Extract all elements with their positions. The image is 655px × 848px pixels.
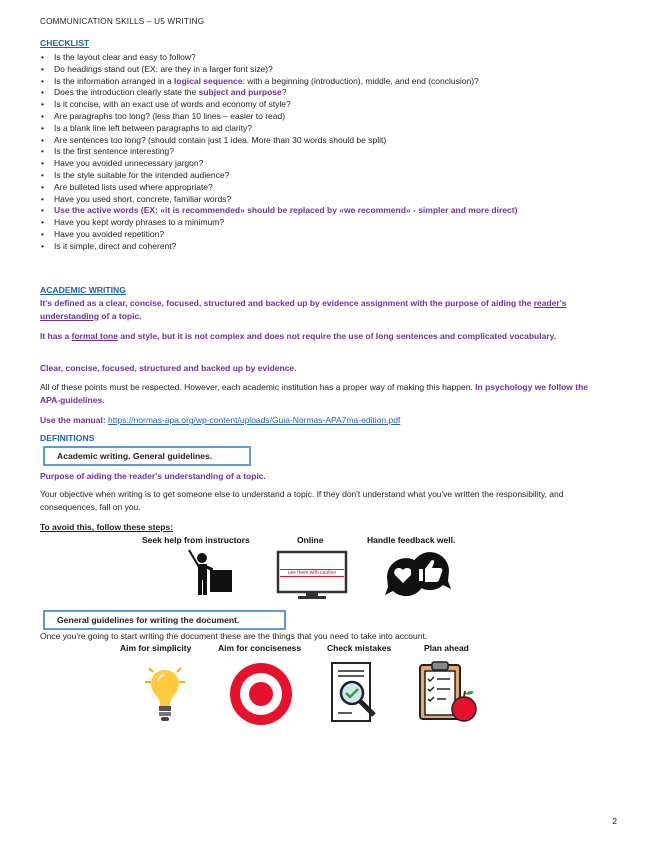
checklist-item: • Are bulleted lists used where appropriate? bbox=[40, 182, 600, 194]
once-text: Once you're going to start writing the document these are the things that you need to take into account. bbox=[40, 631, 428, 641]
academic-apa: All of these points must be respected. However, each academic institution has a proper way of making this happen. In psychology we follow the APA-guidelines. bbox=[40, 382, 589, 405]
tip-conciseness-label: Aim for conciseness bbox=[218, 643, 302, 653]
plan-ahead-icon bbox=[418, 661, 480, 725]
checklist-item: • Use the active words (EX: «it is recommended» should be replaced by «we recommend» - simpler and more direct) bbox=[40, 205, 600, 217]
checklist-item: • Is the style suitable for the intended audience? bbox=[40, 170, 600, 182]
target-icon bbox=[229, 662, 293, 726]
checklist-item: • Have you used short, concrete, familiar words? bbox=[40, 194, 600, 206]
document-header: COMMUNICATION SKILLS – U5 WRITING bbox=[40, 17, 205, 26]
objective-text: Your objective when writing is to get someone else to understand a topic. If they don't understand what you've written the responsibility, and consequences, fall on you. bbox=[40, 489, 564, 512]
monitor-screen-text: use them with caution bbox=[280, 569, 344, 577]
checklist-item: • Is the information arranged in a logical sequence: with a beginning (introduction), middle, and end (conclusion)? bbox=[40, 76, 600, 88]
academic-definition: It's defined as a clear, concise, focused, structured and backed up by evidence assignment with the purpose of aiding the reader's understanding of a topic. bbox=[40, 298, 567, 321]
academic-writing-title: ACADEMIC WRITING bbox=[40, 285, 126, 295]
checklist-item: • Is it concise, with an exact use of words and economy of style? bbox=[40, 99, 600, 111]
avoid-steps-heading: To avoid this, follow these steps: bbox=[40, 522, 174, 532]
checklist-item: • Is it simple, direct and coherent? bbox=[40, 241, 600, 253]
lightbulb-icon bbox=[143, 664, 187, 724]
step-instructors-label: Seek help from instructors bbox=[142, 535, 250, 545]
checklist-item: • Is a blank line left between paragraphs to aid clarity? bbox=[40, 123, 600, 135]
checklist-item: • Does the introduction clearly state the subject and purpose? bbox=[40, 87, 600, 99]
checklist-item: • Are paragraphs too long? (less than 10 lines – easier to read) bbox=[40, 111, 600, 123]
checklist-item: • Have you kept wordy phrases to a minimum? bbox=[40, 217, 600, 229]
document-guidelines-box: General guidelines for writing the document. bbox=[43, 610, 286, 630]
tip-simplicity-label: Aim for simplicity bbox=[120, 643, 192, 653]
feedback-icon bbox=[383, 547, 453, 599]
checklist-item: • Are sentences too long? (should contain just 1 idea. More than 30 words should be split) bbox=[40, 135, 600, 147]
apa-manual-link[interactable]: https://normas-apa.org/wp-content/uploads/Guia-Normas-APA7ma-edition.pdf bbox=[108, 415, 401, 425]
purpose-line: Purpose of aiding the reader's understanding of a topic. bbox=[40, 471, 266, 481]
checklist-item: • Is the layout clear and easy to follow? bbox=[40, 52, 600, 64]
check-mistakes-icon bbox=[330, 661, 386, 725]
checklist bbox=[40, 52, 600, 253]
page-number: 2 bbox=[612, 816, 617, 826]
checklist-item: • Have you avoided repetition? bbox=[40, 229, 600, 241]
checklist-item: • Is the first sentence interesting? bbox=[40, 146, 600, 158]
manual-line: Use the manual: https://normas-apa.org/wp-content/uploads/Guia-Normas-APA7ma-edition.pdf bbox=[40, 415, 401, 425]
tip-plan-label: Plan ahead bbox=[424, 643, 469, 653]
academic-tone: It has a formal tone and style, but it is not complex and does not require the use of long sentences and complicated vocabulary. bbox=[40, 331, 557, 341]
checklist-item: • Have you avoided unnecessary jargon? bbox=[40, 158, 600, 170]
checklist-item: • Do headings stand out (EX: are they in a larger font size)? bbox=[40, 64, 600, 76]
step-online-label: Online bbox=[297, 535, 324, 545]
instructor-icon bbox=[186, 548, 236, 598]
checklist-title: CHECKLIST bbox=[40, 38, 90, 48]
tip-mistakes-label: Check mistakes bbox=[327, 643, 392, 653]
step-feedback-label: Handle feedback well. bbox=[367, 535, 456, 545]
academic-summary: Clear, concise, focused, structured and backed up by evidence. bbox=[40, 363, 297, 373]
definitions-title: DEFINITIONS bbox=[40, 433, 95, 443]
academic-writing-box: Academic writing. General guidelines. bbox=[43, 446, 251, 466]
